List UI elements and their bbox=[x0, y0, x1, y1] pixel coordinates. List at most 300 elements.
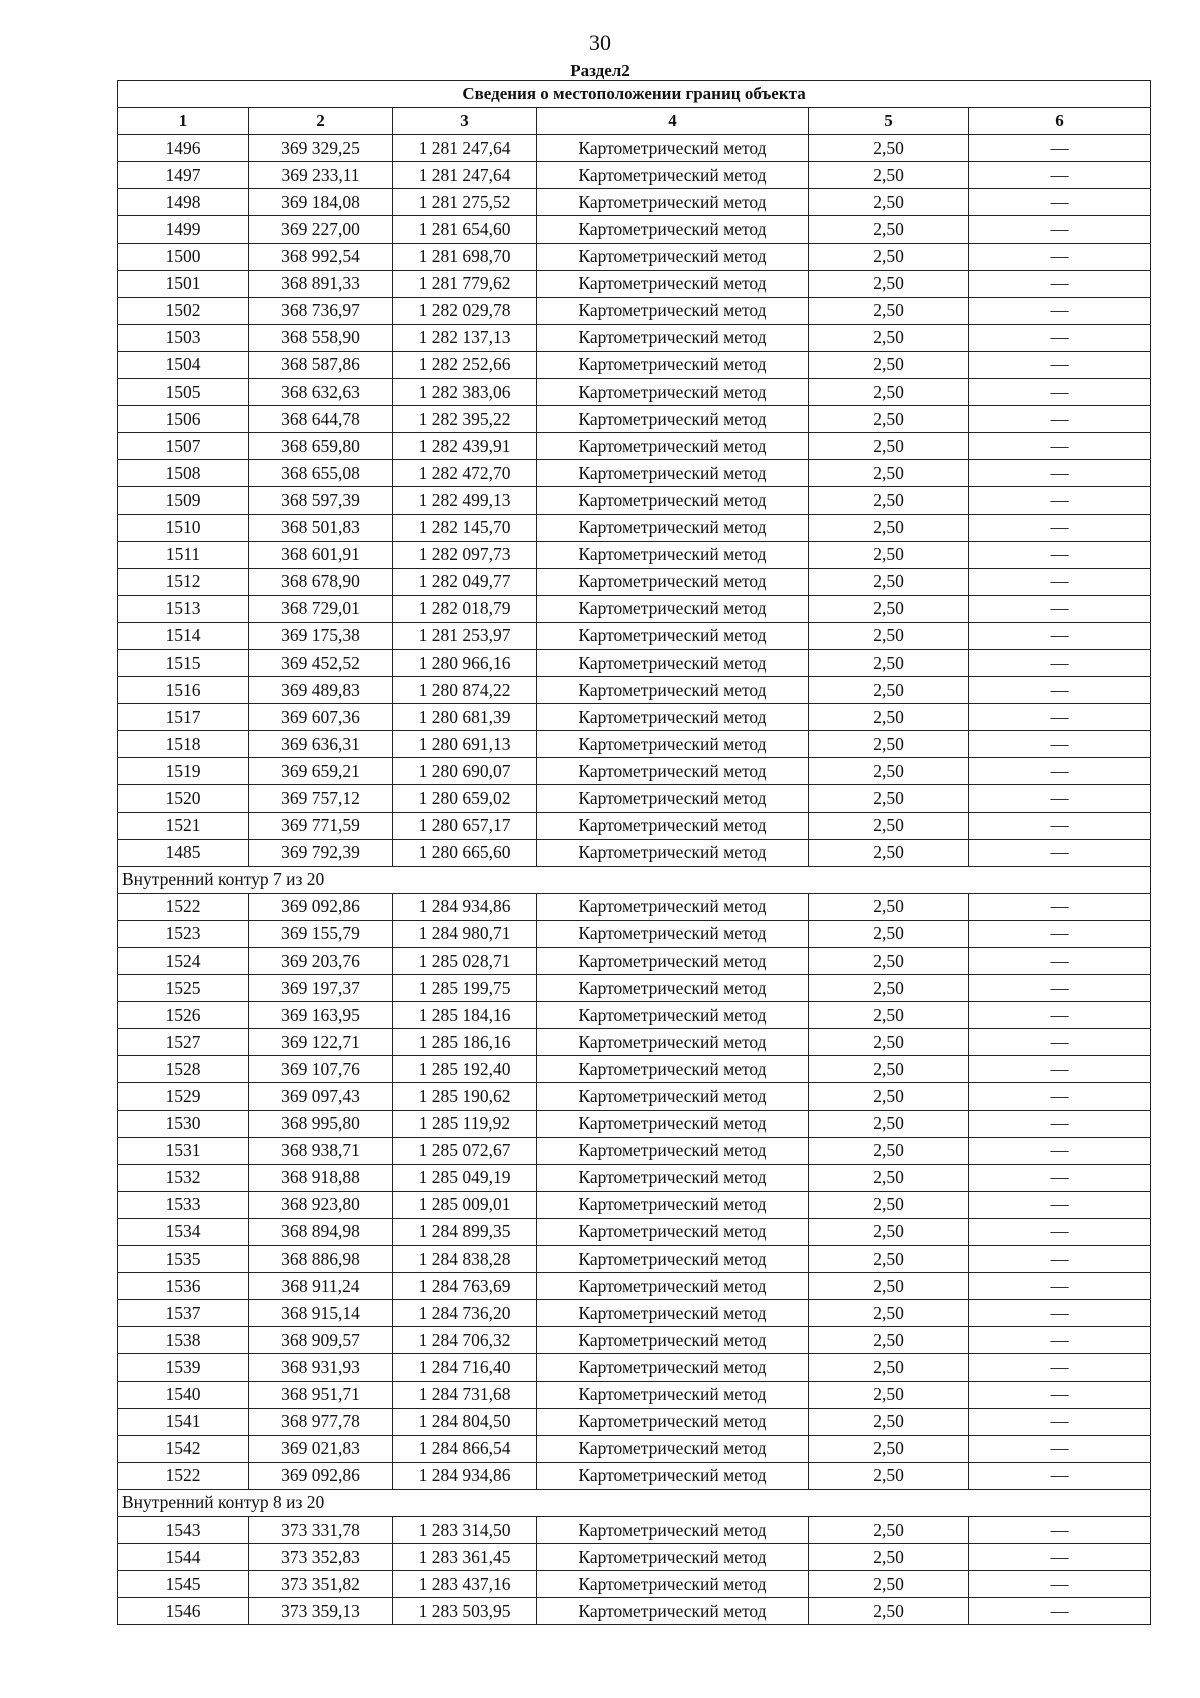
method-cell: Картометрический метод bbox=[537, 1056, 809, 1083]
y-coordinate-cell: 1 280 657,17 bbox=[393, 812, 537, 839]
accuracy-cell: 2,50 bbox=[809, 270, 969, 297]
accuracy-cell: 2,50 bbox=[809, 1029, 969, 1056]
method-cell: Картометрический метод bbox=[537, 216, 809, 243]
method-cell: Картометрический метод bbox=[537, 243, 809, 270]
y-coordinate-cell: 1 283 503,95 bbox=[393, 1598, 537, 1625]
x-coordinate-cell: 369 233,11 bbox=[249, 162, 393, 189]
y-coordinate-cell: 1 282 049,77 bbox=[393, 568, 537, 595]
method-cell: Картометрический метод bbox=[537, 162, 809, 189]
point-number-cell: 1541 bbox=[118, 1408, 249, 1435]
point-number-cell: 1507 bbox=[118, 433, 249, 460]
description-cell: — bbox=[969, 216, 1151, 243]
description-cell: — bbox=[969, 1571, 1151, 1598]
point-number-cell: 1513 bbox=[118, 595, 249, 622]
accuracy-cell: 2,50 bbox=[809, 1110, 969, 1137]
y-coordinate-cell: 1 285 190,62 bbox=[393, 1083, 537, 1110]
y-coordinate-cell: 1 281 698,70 bbox=[393, 243, 537, 270]
method-cell: Картометрический метод bbox=[537, 731, 809, 758]
description-cell: — bbox=[969, 839, 1151, 866]
description-cell: — bbox=[969, 1083, 1151, 1110]
accuracy-cell: 2,50 bbox=[809, 893, 969, 920]
accuracy-cell: 2,50 bbox=[809, 162, 969, 189]
accuracy-cell: 2,50 bbox=[809, 487, 969, 514]
contour-row bbox=[118, 866, 1151, 893]
point-number-cell: 1531 bbox=[118, 1137, 249, 1164]
table-row bbox=[118, 1273, 1151, 1300]
method-cell: Картометрический метод bbox=[537, 460, 809, 487]
x-coordinate-cell: 368 886,98 bbox=[249, 1246, 393, 1273]
method-cell: Картометрический метод bbox=[537, 1408, 809, 1435]
column-header-row bbox=[118, 108, 1151, 135]
table-row bbox=[118, 514, 1151, 541]
point-number-cell: 1534 bbox=[118, 1218, 249, 1245]
description-cell: — bbox=[969, 1137, 1151, 1164]
point-number-cell: 1528 bbox=[118, 1056, 249, 1083]
table-row bbox=[118, 595, 1151, 622]
description-cell: — bbox=[969, 297, 1151, 324]
method-cell: Картометрический метод bbox=[537, 514, 809, 541]
description-cell: — bbox=[969, 568, 1151, 595]
method-cell: Картометрический метод bbox=[537, 1462, 809, 1489]
accuracy-cell: 2,50 bbox=[809, 1164, 969, 1191]
table-row bbox=[118, 920, 1151, 947]
description-cell: — bbox=[969, 1056, 1151, 1083]
x-coordinate-cell: 369 329,25 bbox=[249, 135, 393, 162]
y-coordinate-cell: 1 280 874,22 bbox=[393, 677, 537, 704]
point-number-cell: 1497 bbox=[118, 162, 249, 189]
description-cell: — bbox=[969, 243, 1151, 270]
method-cell: Картометрический метод bbox=[537, 839, 809, 866]
boundary-table bbox=[117, 80, 1151, 1625]
table-row bbox=[118, 758, 1151, 785]
table-row bbox=[118, 1246, 1151, 1273]
x-coordinate-cell: 369 227,00 bbox=[249, 216, 393, 243]
description-cell: — bbox=[969, 162, 1151, 189]
x-coordinate-cell: 368 918,88 bbox=[249, 1164, 393, 1191]
point-number-cell: 1514 bbox=[118, 622, 249, 649]
description-cell: — bbox=[969, 1435, 1151, 1462]
point-number-cell: 1485 bbox=[118, 839, 249, 866]
point-number-cell: 1519 bbox=[118, 758, 249, 785]
method-cell: Картометрический метод bbox=[537, 758, 809, 785]
table-row bbox=[118, 135, 1151, 162]
description-cell: — bbox=[969, 351, 1151, 378]
x-coordinate-cell: 368 915,14 bbox=[249, 1300, 393, 1327]
y-coordinate-cell: 1 281 779,62 bbox=[393, 270, 537, 297]
x-coordinate-cell: 369 607,36 bbox=[249, 704, 393, 731]
x-coordinate-cell: 369 155,79 bbox=[249, 920, 393, 947]
table-row bbox=[118, 1137, 1151, 1164]
table-row bbox=[118, 948, 1151, 975]
description-cell: — bbox=[969, 758, 1151, 785]
method-cell: Картометрический метод bbox=[537, 541, 809, 568]
x-coordinate-cell: 369 175,38 bbox=[249, 622, 393, 649]
description-cell: — bbox=[969, 1029, 1151, 1056]
column-header-2: 2 bbox=[249, 108, 393, 135]
x-coordinate-cell: 368 992,54 bbox=[249, 243, 393, 270]
x-coordinate-cell: 369 163,95 bbox=[249, 1002, 393, 1029]
description-cell: — bbox=[969, 1544, 1151, 1571]
table-row bbox=[118, 975, 1151, 1002]
point-number-cell: 1508 bbox=[118, 460, 249, 487]
accuracy-cell: 2,50 bbox=[809, 1516, 969, 1543]
x-coordinate-cell: 369 203,76 bbox=[249, 948, 393, 975]
accuracy-cell: 2,50 bbox=[809, 1273, 969, 1300]
table-row bbox=[118, 162, 1151, 189]
description-cell: — bbox=[969, 1191, 1151, 1218]
description-cell: — bbox=[969, 1462, 1151, 1489]
point-number-cell: 1516 bbox=[118, 677, 249, 704]
accuracy-cell: 2,50 bbox=[809, 758, 969, 785]
x-coordinate-cell: 368 909,57 bbox=[249, 1327, 393, 1354]
method-cell: Картометрический метод bbox=[537, 189, 809, 216]
x-coordinate-cell: 369 107,76 bbox=[249, 1056, 393, 1083]
x-coordinate-cell: 368 951,71 bbox=[249, 1381, 393, 1408]
description-cell: — bbox=[969, 731, 1151, 758]
table-row bbox=[118, 351, 1151, 378]
table-row bbox=[118, 1408, 1151, 1435]
y-coordinate-cell: 1 285 009,01 bbox=[393, 1191, 537, 1218]
accuracy-cell: 2,50 bbox=[809, 1598, 969, 1625]
x-coordinate-cell: 369 021,83 bbox=[249, 1435, 393, 1462]
x-coordinate-cell: 369 092,86 bbox=[249, 893, 393, 920]
table-title: Сведения о местоположении границ объекта bbox=[118, 81, 1151, 108]
y-coordinate-cell: 1 284 736,20 bbox=[393, 1300, 537, 1327]
point-number-cell: 1506 bbox=[118, 406, 249, 433]
column-header-3: 3 bbox=[393, 108, 537, 135]
x-coordinate-cell: 373 351,82 bbox=[249, 1571, 393, 1598]
table-row bbox=[118, 216, 1151, 243]
y-coordinate-cell: 1 285 028,71 bbox=[393, 948, 537, 975]
method-cell: Картометрический метод bbox=[537, 975, 809, 1002]
page-number: 30 bbox=[589, 30, 611, 55]
method-cell: Картометрический метод bbox=[537, 1544, 809, 1571]
x-coordinate-cell: 368 938,71 bbox=[249, 1137, 393, 1164]
point-number-cell: 1511 bbox=[118, 541, 249, 568]
method-cell: Картометрический метод bbox=[537, 893, 809, 920]
y-coordinate-cell: 1 280 665,60 bbox=[393, 839, 537, 866]
method-cell: Картометрический метод bbox=[537, 1246, 809, 1273]
y-coordinate-cell: 1 284 838,28 bbox=[393, 1246, 537, 1273]
table-row bbox=[118, 270, 1151, 297]
x-coordinate-cell: 368 632,63 bbox=[249, 379, 393, 406]
accuracy-cell: 2,50 bbox=[809, 514, 969, 541]
point-number-cell: 1510 bbox=[118, 514, 249, 541]
x-coordinate-cell: 369 197,37 bbox=[249, 975, 393, 1002]
y-coordinate-cell: 1 281 654,60 bbox=[393, 216, 537, 243]
method-cell: Картометрический метод bbox=[537, 1110, 809, 1137]
x-coordinate-cell: 368 729,01 bbox=[249, 595, 393, 622]
accuracy-cell: 2,50 bbox=[809, 1300, 969, 1327]
table-row bbox=[118, 893, 1151, 920]
point-number-cell: 1525 bbox=[118, 975, 249, 1002]
accuracy-cell: 2,50 bbox=[809, 460, 969, 487]
table-row bbox=[118, 839, 1151, 866]
x-coordinate-cell: 369 659,21 bbox=[249, 758, 393, 785]
y-coordinate-cell: 1 282 499,13 bbox=[393, 487, 537, 514]
point-number-cell: 1526 bbox=[118, 1002, 249, 1029]
method-cell: Картометрический метод bbox=[537, 1218, 809, 1245]
description-cell: — bbox=[969, 893, 1151, 920]
table-row bbox=[118, 189, 1151, 216]
y-coordinate-cell: 1 282 383,06 bbox=[393, 379, 537, 406]
accuracy-cell: 2,50 bbox=[809, 839, 969, 866]
x-coordinate-cell: 369 489,83 bbox=[249, 677, 393, 704]
point-number-cell: 1502 bbox=[118, 297, 249, 324]
point-number-cell: 1542 bbox=[118, 1435, 249, 1462]
accuracy-cell: 2,50 bbox=[809, 135, 969, 162]
x-coordinate-cell: 369 792,39 bbox=[249, 839, 393, 866]
description-cell: — bbox=[969, 135, 1151, 162]
table-row bbox=[118, 1110, 1151, 1137]
point-number-cell: 1503 bbox=[118, 324, 249, 351]
description-cell: — bbox=[969, 785, 1151, 812]
method-cell: Картометрический метод bbox=[537, 135, 809, 162]
accuracy-cell: 2,50 bbox=[809, 677, 969, 704]
method-cell: Картометрический метод bbox=[537, 1083, 809, 1110]
table-row bbox=[118, 297, 1151, 324]
x-coordinate-cell: 368 891,33 bbox=[249, 270, 393, 297]
method-cell: Картометрический метод bbox=[537, 1029, 809, 1056]
table-row bbox=[118, 785, 1151, 812]
accuracy-cell: 2,50 bbox=[809, 1462, 969, 1489]
x-coordinate-cell: 369 452,52 bbox=[249, 649, 393, 676]
description-cell: — bbox=[969, 1002, 1151, 1029]
accuracy-cell: 2,50 bbox=[809, 1381, 969, 1408]
contour-label: Внутренний контур 8 из 20 bbox=[118, 1489, 1151, 1516]
method-cell: Картометрический метод bbox=[537, 568, 809, 595]
point-number-cell: 1498 bbox=[118, 189, 249, 216]
point-number-cell: 1512 bbox=[118, 568, 249, 595]
description-cell: — bbox=[969, 1110, 1151, 1137]
x-coordinate-cell: 373 352,83 bbox=[249, 1544, 393, 1571]
table-row bbox=[118, 487, 1151, 514]
point-number-cell: 1522 bbox=[118, 1462, 249, 1489]
accuracy-cell: 2,50 bbox=[809, 1002, 969, 1029]
method-cell: Картометрический метод bbox=[537, 1354, 809, 1381]
table-row bbox=[118, 731, 1151, 758]
point-number-cell: 1524 bbox=[118, 948, 249, 975]
y-coordinate-cell: 1 284 716,40 bbox=[393, 1354, 537, 1381]
accuracy-cell: 2,50 bbox=[809, 731, 969, 758]
method-cell: Картометрический метод bbox=[537, 1571, 809, 1598]
y-coordinate-cell: 1 284 934,86 bbox=[393, 893, 537, 920]
description-cell: — bbox=[969, 379, 1151, 406]
x-coordinate-cell: 368 587,86 bbox=[249, 351, 393, 378]
table-row bbox=[118, 1598, 1151, 1625]
y-coordinate-cell: 1 284 934,86 bbox=[393, 1462, 537, 1489]
x-coordinate-cell: 368 601,91 bbox=[249, 541, 393, 568]
table-body bbox=[118, 135, 1151, 1625]
y-coordinate-cell: 1 280 691,13 bbox=[393, 731, 537, 758]
y-coordinate-cell: 1 281 247,64 bbox=[393, 135, 537, 162]
y-coordinate-cell: 1 283 361,45 bbox=[393, 1544, 537, 1571]
table-row bbox=[118, 433, 1151, 460]
method-cell: Картометрический метод bbox=[537, 948, 809, 975]
table-row bbox=[118, 649, 1151, 676]
table-row bbox=[118, 1571, 1151, 1598]
point-number-cell: 1521 bbox=[118, 812, 249, 839]
x-coordinate-cell: 369 757,12 bbox=[249, 785, 393, 812]
point-number-cell: 1544 bbox=[118, 1544, 249, 1571]
description-cell: — bbox=[969, 704, 1151, 731]
table-row bbox=[118, 243, 1151, 270]
method-cell: Картометрический метод bbox=[537, 1435, 809, 1462]
point-number-cell: 1529 bbox=[118, 1083, 249, 1110]
y-coordinate-cell: 1 285 184,16 bbox=[393, 1002, 537, 1029]
accuracy-cell: 2,50 bbox=[809, 975, 969, 1002]
accuracy-cell: 2,50 bbox=[809, 1218, 969, 1245]
y-coordinate-cell: 1 285 072,67 bbox=[393, 1137, 537, 1164]
column-header-6: 6 bbox=[969, 108, 1151, 135]
y-coordinate-cell: 1 281 253,97 bbox=[393, 622, 537, 649]
point-number-cell: 1505 bbox=[118, 379, 249, 406]
x-coordinate-cell: 368 501,83 bbox=[249, 514, 393, 541]
column-header-4: 4 bbox=[537, 108, 809, 135]
description-cell: — bbox=[969, 324, 1151, 351]
description-cell: — bbox=[969, 406, 1151, 433]
point-number-cell: 1527 bbox=[118, 1029, 249, 1056]
x-coordinate-cell: 368 894,98 bbox=[249, 1218, 393, 1245]
point-number-cell: 1533 bbox=[118, 1191, 249, 1218]
description-cell: — bbox=[969, 1381, 1151, 1408]
y-coordinate-cell: 1 282 018,79 bbox=[393, 595, 537, 622]
description-cell: — bbox=[969, 541, 1151, 568]
x-coordinate-cell: 368 977,78 bbox=[249, 1408, 393, 1435]
y-coordinate-cell: 1 284 980,71 bbox=[393, 920, 537, 947]
point-number-cell: 1520 bbox=[118, 785, 249, 812]
x-coordinate-cell: 373 359,13 bbox=[249, 1598, 393, 1625]
point-number-cell: 1536 bbox=[118, 1273, 249, 1300]
y-coordinate-cell: 1 281 275,52 bbox=[393, 189, 537, 216]
description-cell: — bbox=[969, 270, 1151, 297]
description-cell: — bbox=[969, 487, 1151, 514]
table-row bbox=[118, 568, 1151, 595]
method-cell: Картометрический метод bbox=[537, 406, 809, 433]
method-cell: Картометрический метод bbox=[537, 379, 809, 406]
method-cell: Картометрический метод bbox=[537, 433, 809, 460]
table-row bbox=[118, 1544, 1151, 1571]
x-coordinate-cell: 369 122,71 bbox=[249, 1029, 393, 1056]
table-row bbox=[118, 1381, 1151, 1408]
table-row bbox=[118, 1002, 1151, 1029]
accuracy-cell: 2,50 bbox=[809, 1327, 969, 1354]
accuracy-cell: 2,50 bbox=[809, 324, 969, 351]
table-row bbox=[118, 1029, 1151, 1056]
description-cell: — bbox=[969, 1246, 1151, 1273]
description-cell: — bbox=[969, 812, 1151, 839]
method-cell: Картометрический метод bbox=[537, 622, 809, 649]
x-coordinate-cell: 368 644,78 bbox=[249, 406, 393, 433]
table-row bbox=[118, 1164, 1151, 1191]
accuracy-cell: 2,50 bbox=[809, 297, 969, 324]
y-coordinate-cell: 1 282 395,22 bbox=[393, 406, 537, 433]
contour-label: Внутренний контур 7 из 20 bbox=[118, 866, 1151, 893]
method-cell: Картометрический метод bbox=[537, 1300, 809, 1327]
y-coordinate-cell: 1 282 029,78 bbox=[393, 297, 537, 324]
description-cell: — bbox=[969, 948, 1151, 975]
x-coordinate-cell: 369 636,31 bbox=[249, 731, 393, 758]
accuracy-cell: 2,50 bbox=[809, 541, 969, 568]
accuracy-cell: 2,50 bbox=[809, 1137, 969, 1164]
description-cell: — bbox=[969, 975, 1151, 1002]
y-coordinate-cell: 1 282 472,70 bbox=[393, 460, 537, 487]
accuracy-cell: 2,50 bbox=[809, 351, 969, 378]
y-coordinate-cell: 1 283 437,16 bbox=[393, 1571, 537, 1598]
x-coordinate-cell: 368 736,97 bbox=[249, 297, 393, 324]
method-cell: Картометрический метод bbox=[537, 649, 809, 676]
y-coordinate-cell: 1 285 049,19 bbox=[393, 1164, 537, 1191]
method-cell: Картометрический метод bbox=[537, 1191, 809, 1218]
x-coordinate-cell: 368 678,90 bbox=[249, 568, 393, 595]
table-row bbox=[118, 460, 1151, 487]
point-number-cell: 1540 bbox=[118, 1381, 249, 1408]
x-coordinate-cell: 368 923,80 bbox=[249, 1191, 393, 1218]
point-number-cell: 1545 bbox=[118, 1571, 249, 1598]
point-number-cell: 1543 bbox=[118, 1516, 249, 1543]
y-coordinate-cell: 1 280 690,07 bbox=[393, 758, 537, 785]
table-row bbox=[118, 704, 1151, 731]
y-coordinate-cell: 1 284 804,50 bbox=[393, 1408, 537, 1435]
accuracy-cell: 2,50 bbox=[809, 1056, 969, 1083]
point-number-cell: 1496 bbox=[118, 135, 249, 162]
accuracy-cell: 2,50 bbox=[809, 1083, 969, 1110]
method-cell: Картометрический метод bbox=[537, 595, 809, 622]
method-cell: Картометрический метод bbox=[537, 1273, 809, 1300]
method-cell: Картометрический метод bbox=[537, 487, 809, 514]
point-number-cell: 1539 bbox=[118, 1354, 249, 1381]
x-coordinate-cell: 368 911,24 bbox=[249, 1273, 393, 1300]
y-coordinate-cell: 1 280 681,39 bbox=[393, 704, 537, 731]
table-title-row bbox=[118, 81, 1151, 108]
y-coordinate-cell: 1 283 314,50 bbox=[393, 1516, 537, 1543]
x-coordinate-cell: 368 931,93 bbox=[249, 1354, 393, 1381]
accuracy-cell: 2,50 bbox=[809, 406, 969, 433]
point-number-cell: 1499 bbox=[118, 216, 249, 243]
point-number-cell: 1537 bbox=[118, 1300, 249, 1327]
accuracy-cell: 2,50 bbox=[809, 812, 969, 839]
column-header-1: 1 bbox=[118, 108, 249, 135]
method-cell: Картометрический метод bbox=[537, 812, 809, 839]
y-coordinate-cell: 1 284 706,32 bbox=[393, 1327, 537, 1354]
table-row bbox=[118, 1191, 1151, 1218]
table-row bbox=[118, 324, 1151, 351]
description-cell: — bbox=[969, 649, 1151, 676]
description-cell: — bbox=[969, 1218, 1151, 1245]
table-row bbox=[118, 1462, 1151, 1489]
table-row bbox=[118, 1354, 1151, 1381]
y-coordinate-cell: 1 282 145,70 bbox=[393, 514, 537, 541]
x-coordinate-cell: 368 659,80 bbox=[249, 433, 393, 460]
accuracy-cell: 2,50 bbox=[809, 1408, 969, 1435]
method-cell: Картометрический метод bbox=[537, 1164, 809, 1191]
description-cell: — bbox=[969, 1164, 1151, 1191]
table-row bbox=[118, 812, 1151, 839]
method-cell: Картометрический метод bbox=[537, 704, 809, 731]
point-number-cell: 1500 bbox=[118, 243, 249, 270]
description-cell: — bbox=[969, 920, 1151, 947]
table-row bbox=[118, 1327, 1151, 1354]
point-number-cell: 1515 bbox=[118, 649, 249, 676]
y-coordinate-cell: 1 284 899,35 bbox=[393, 1218, 537, 1245]
y-coordinate-cell: 1 284 731,68 bbox=[393, 1381, 537, 1408]
description-cell: — bbox=[969, 189, 1151, 216]
x-coordinate-cell: 368 655,08 bbox=[249, 460, 393, 487]
y-coordinate-cell: 1 285 199,75 bbox=[393, 975, 537, 1002]
accuracy-cell: 2,50 bbox=[809, 433, 969, 460]
y-coordinate-cell: 1 282 137,13 bbox=[393, 324, 537, 351]
accuracy-cell: 2,50 bbox=[809, 243, 969, 270]
